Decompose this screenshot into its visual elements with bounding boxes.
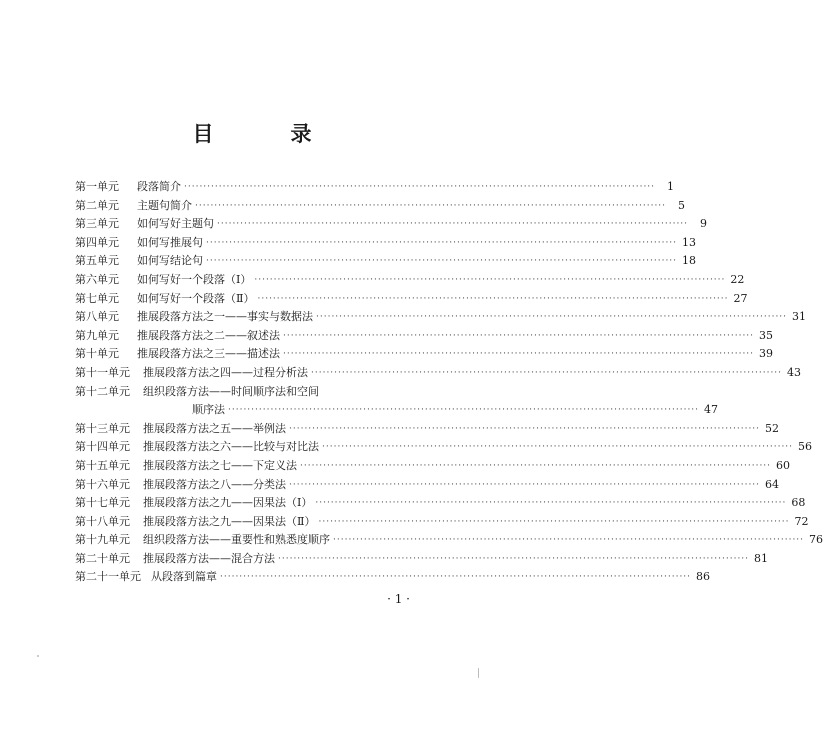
toc-topic: 从段落到篇章 bbox=[151, 570, 217, 584]
toc-entry[interactable] bbox=[75, 364, 802, 383]
toc-unit-label: 第八单元 bbox=[75, 310, 119, 324]
toc-entry[interactable] bbox=[75, 234, 697, 253]
toc-page-number: 47 bbox=[704, 403, 719, 417]
toc-page-number: 68 bbox=[791, 496, 806, 510]
toc-unit-label: 第一单元 bbox=[75, 180, 119, 193]
toc-unit-label: 第十七单元 bbox=[75, 496, 130, 510]
leader-dots bbox=[316, 308, 787, 327]
toc-page-number: 43 bbox=[787, 365, 802, 379]
toc-topic: 推展段落方法之八——分类法 bbox=[143, 477, 286, 491]
toc-entry[interactable] bbox=[75, 383, 405, 402]
toc-unit-label: 第二十单元 bbox=[75, 551, 130, 565]
leader-dots bbox=[195, 197, 666, 216]
toc-topic: 推展段落方法之一——事实与数据法 bbox=[137, 310, 313, 324]
toc-unit-label: 第十四单元 bbox=[75, 440, 130, 454]
toc-page-number: 9 bbox=[700, 217, 708, 231]
toc-entry[interactable] bbox=[75, 290, 748, 309]
toc-unit-label: 第十二单元 bbox=[75, 384, 130, 398]
leader-dots bbox=[283, 327, 754, 346]
toc-unit-label: 第十九单元 bbox=[75, 533, 130, 547]
toc-topic: 如何写推展句 bbox=[137, 235, 203, 249]
toc-entry[interactable] bbox=[75, 345, 774, 364]
toc-entry[interactable] bbox=[75, 457, 791, 476]
page-title: 目 录 bbox=[192, 121, 340, 146]
toc-page-number: 5 bbox=[678, 198, 686, 212]
leader-dots bbox=[311, 364, 782, 383]
leader-dots bbox=[254, 271, 725, 290]
toc-page-number: 64 bbox=[765, 477, 780, 491]
toc-page-number: 18 bbox=[682, 254, 697, 268]
toc-unit-label: 第三单元 bbox=[75, 217, 119, 231]
leader-dots bbox=[322, 438, 793, 457]
toc-unit-label: 第十单元 bbox=[75, 347, 119, 361]
toc-entry[interactable] bbox=[75, 531, 823, 550]
toc-page-number: 60 bbox=[776, 458, 791, 472]
toc-unit-label: 第四单元 bbox=[75, 235, 119, 249]
toc-page-number: 52 bbox=[765, 421, 780, 435]
toc-entry[interactable] bbox=[75, 550, 769, 569]
toc-entry-continuation[interactable] bbox=[75, 401, 719, 420]
toc-topic: 推展段落方法之二——叙述法 bbox=[137, 328, 280, 342]
leader-dots bbox=[289, 420, 760, 439]
leader-dots bbox=[289, 476, 760, 495]
toc-unit-label: 第七单元 bbox=[75, 291, 119, 305]
toc-topic: 推展段落方法之九——因果法（Ⅰ） bbox=[143, 496, 313, 510]
page-folio: · 1 · bbox=[387, 592, 410, 606]
toc-topic: 如何写好主题句 bbox=[137, 217, 214, 231]
leader-dots bbox=[318, 513, 789, 532]
toc-entry[interactable] bbox=[75, 197, 686, 216]
toc-unit-label: 第二单元 bbox=[75, 198, 119, 212]
toc-topic: 推展段落方法之三——描述法 bbox=[137, 347, 280, 361]
toc-topic-continuation: 顺序法 bbox=[192, 403, 225, 417]
toc-entry[interactable] bbox=[75, 178, 675, 197]
toc-page-number: 35 bbox=[759, 328, 774, 342]
toc-unit-label: 第十六单元 bbox=[75, 477, 130, 491]
toc-topic: 推展段落方法之六——比较与对比法 bbox=[143, 440, 319, 454]
toc-entry[interactable] bbox=[75, 271, 745, 290]
toc-entry[interactable] bbox=[75, 568, 711, 587]
toc-page-number: 81 bbox=[754, 551, 769, 565]
toc-unit-label: 第六单元 bbox=[75, 272, 119, 286]
leader-dots bbox=[220, 568, 691, 587]
toc-topic: 如何写好一个段落（Ⅱ） bbox=[137, 291, 255, 305]
toc-topic: 推展段落方法之四——过程分析法 bbox=[143, 365, 308, 379]
leader-dots bbox=[333, 531, 804, 550]
toc-entry[interactable] bbox=[75, 420, 780, 439]
leader-dots bbox=[217, 215, 688, 234]
toc-unit-label: 第九单元 bbox=[75, 328, 119, 342]
toc-page-number: 56 bbox=[798, 440, 813, 454]
leader-dots bbox=[300, 457, 771, 476]
toc-topic: 如何写好一个段落（Ⅰ） bbox=[137, 272, 252, 286]
toc-entry[interactable] bbox=[75, 308, 807, 327]
leader-dots bbox=[278, 550, 749, 569]
toc-page-number: 27 bbox=[733, 291, 748, 305]
toc-page-number: 86 bbox=[696, 570, 711, 584]
toc-unit-label: 第五单元 bbox=[75, 254, 119, 268]
toc-topic: 段落简介 bbox=[137, 180, 181, 193]
leader-dots bbox=[315, 494, 786, 513]
toc-page-number: 39 bbox=[759, 347, 774, 361]
toc-topic: 推展段落方法——混合方法 bbox=[143, 551, 275, 565]
toc-unit-label: 第十三单元 bbox=[75, 421, 130, 435]
toc-page-number: 76 bbox=[809, 533, 823, 547]
leader-dots bbox=[184, 178, 655, 197]
toc-page-number: 22 bbox=[730, 272, 745, 286]
toc-entry[interactable] bbox=[75, 438, 813, 457]
toc-entry[interactable] bbox=[75, 513, 809, 532]
toc-unit-label: 第十五单元 bbox=[75, 458, 130, 472]
toc-topic: 主题句简介 bbox=[137, 198, 192, 212]
toc-page-number: 72 bbox=[794, 514, 809, 528]
toc-unit-label: 第二十一单元 bbox=[75, 570, 141, 584]
toc-entry[interactable] bbox=[75, 476, 780, 495]
toc-page-number: 1 bbox=[667, 180, 675, 193]
toc-unit-label: 第十一单元 bbox=[75, 365, 130, 379]
scan-speck bbox=[478, 668, 479, 678]
toc-entry[interactable] bbox=[75, 215, 708, 234]
toc-topic: 组织段落方法——时间顺序法和空间 bbox=[143, 384, 319, 398]
table-of-contents bbox=[75, 178, 823, 587]
leader-dots bbox=[283, 345, 754, 364]
leader-dots bbox=[257, 290, 728, 309]
leader-dots bbox=[206, 234, 677, 253]
toc-page-number: 13 bbox=[682, 235, 697, 249]
toc-page-number: 31 bbox=[792, 310, 807, 324]
toc-entry[interactable] bbox=[75, 494, 806, 513]
scan-speck bbox=[37, 655, 39, 657]
toc-topic: 推展段落方法之五——举例法 bbox=[143, 421, 286, 435]
toc-unit-label: 第十八单元 bbox=[75, 514, 130, 528]
toc-topic: 推展段落方法之九——因果法（Ⅱ） bbox=[143, 514, 316, 528]
leader-dots bbox=[228, 401, 699, 420]
toc-topic: 如何写结论句 bbox=[137, 254, 203, 268]
toc-topic: 组织段落方法——重要性和熟悉度顺序 bbox=[143, 533, 330, 547]
toc-entry[interactable] bbox=[75, 252, 697, 271]
toc-topic: 推展段落方法之七——下定义法 bbox=[143, 458, 297, 472]
leader-dots bbox=[206, 252, 677, 271]
toc-entry[interactable] bbox=[75, 327, 774, 346]
